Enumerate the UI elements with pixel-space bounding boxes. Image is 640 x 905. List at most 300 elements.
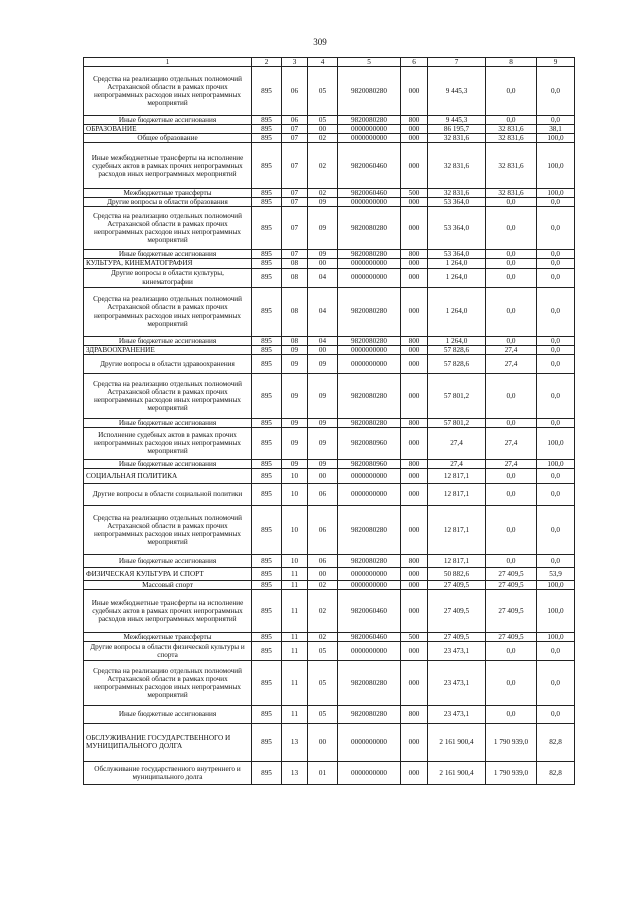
row-name: Межбюджетные трансферты — [84, 632, 252, 641]
row-plan-value: 23 473,1 — [428, 641, 486, 660]
row-plan-value: 57 801,2 — [428, 418, 486, 427]
row-percent: 0,0 — [537, 641, 575, 660]
row-subsection-code: 09 — [308, 354, 338, 373]
row-percent: 0,0 — [537, 287, 575, 336]
row-plan-value: 12 817,1 — [428, 554, 486, 567]
row-expense-type: 000 — [401, 660, 428, 705]
row-plan-value: 27 409,5 — [428, 589, 486, 632]
row-actual-value: 27,4 — [486, 345, 537, 354]
row-actual-value: 0,0 — [486, 705, 537, 723]
row-name: Другие вопросы в области образования — [84, 198, 252, 207]
row-target-code: 9820060460 — [338, 189, 401, 198]
row-target-code: 0000000000 — [338, 641, 401, 660]
row-percent: 0,0 — [537, 67, 575, 116]
table-row — [84, 189, 575, 198]
row-name: Исполнение судебных актов в рамках прочих непрограммных расходов иных непрограммных мероприятий — [84, 427, 252, 459]
row-name: Иные бюджетные ассигнования — [84, 459, 252, 468]
row-section-code: 11 — [282, 660, 308, 705]
row-grbs-code: 895 — [252, 143, 282, 189]
row-grbs-code: 895 — [252, 287, 282, 336]
row-grbs-code: 895 — [252, 67, 282, 116]
row-subsection-code: 02 — [308, 632, 338, 641]
row-actual-value: 27 409,5 — [486, 632, 537, 641]
row-plan-value: 32 831,6 — [428, 134, 486, 143]
row-expense-type: 800 — [401, 250, 428, 259]
row-expense-type: 000 — [401, 641, 428, 660]
row-plan-value: 23 473,1 — [428, 705, 486, 723]
row-target-code: 9820080280 — [338, 67, 401, 116]
row-target-code: 9820080280 — [338, 207, 401, 250]
row-percent: 100,0 — [537, 459, 575, 468]
row-plan-value: 57 828,6 — [428, 345, 486, 354]
row-expense-type: 000 — [401, 580, 428, 589]
row-actual-value: 0,0 — [486, 116, 537, 125]
row-subsection-code: 02 — [308, 589, 338, 632]
table-row — [84, 250, 575, 259]
row-percent: 0,0 — [537, 660, 575, 705]
row-subsection-code: 02 — [308, 143, 338, 189]
column-header: 4 — [308, 58, 338, 67]
row-expense-type: 000 — [401, 723, 428, 761]
row-section-code: 10 — [282, 468, 308, 483]
table-row — [84, 468, 575, 483]
row-actual-value: 0,0 — [486, 67, 537, 116]
table-row — [84, 632, 575, 641]
row-percent: 0,0 — [537, 505, 575, 554]
row-grbs-code: 895 — [252, 723, 282, 761]
row-name: Обслуживание государственного внутреннего и муниципального долга — [84, 761, 252, 784]
row-actual-value: 0,0 — [486, 207, 537, 250]
row-section-code: 08 — [282, 287, 308, 336]
row-plan-value: 9 445,3 — [428, 67, 486, 116]
row-expense-type: 000 — [401, 268, 428, 287]
row-plan-value: 1 264,0 — [428, 287, 486, 336]
table-row — [84, 259, 575, 268]
row-percent: 100,0 — [537, 189, 575, 198]
row-percent: 0,0 — [537, 483, 575, 505]
row-grbs-code: 895 — [252, 580, 282, 589]
row-actual-value: 0,0 — [486, 418, 537, 427]
row-target-code: 9820080960 — [338, 459, 401, 468]
row-grbs-code: 895 — [252, 250, 282, 259]
table-row — [84, 143, 575, 189]
row-expense-type: 000 — [401, 259, 428, 268]
row-target-code: 0000000000 — [338, 345, 401, 354]
row-subsection-code: 06 — [308, 505, 338, 554]
row-actual-value: 32 831,6 — [486, 189, 537, 198]
row-plan-value: 9 445,3 — [428, 116, 486, 125]
row-percent: 0,0 — [537, 250, 575, 259]
row-percent: 0,0 — [537, 336, 575, 345]
row-percent: 100,0 — [537, 632, 575, 641]
row-plan-value: 1 264,0 — [428, 259, 486, 268]
row-plan-value: 86 195,7 — [428, 125, 486, 134]
row-percent: 100,0 — [537, 143, 575, 189]
row-subsection-code: 05 — [308, 660, 338, 705]
row-plan-value: 2 161 900,4 — [428, 723, 486, 761]
row-actual-value: 0,0 — [486, 268, 537, 287]
row-percent: 0,0 — [537, 554, 575, 567]
row-expense-type: 000 — [401, 198, 428, 207]
row-percent: 0,0 — [537, 354, 575, 373]
table-row — [84, 580, 575, 589]
row-name: Иные межбюджетные трансферты на исполнение судебных актов в рамках прочих непрограммных расходов иных непрограммных мероприятий — [84, 143, 252, 189]
row-grbs-code: 895 — [252, 567, 282, 580]
row-grbs-code: 895 — [252, 459, 282, 468]
row-percent: 82,8 — [537, 723, 575, 761]
row-target-code: 0000000000 — [338, 198, 401, 207]
row-grbs-code: 895 — [252, 268, 282, 287]
row-actual-value: 27 409,5 — [486, 589, 537, 632]
table-row — [84, 660, 575, 705]
row-target-code: 9820080280 — [338, 373, 401, 418]
row-grbs-code: 895 — [252, 483, 282, 505]
row-target-code: 9820080960 — [338, 427, 401, 459]
row-actual-value: 0,0 — [486, 554, 537, 567]
row-grbs-code: 895 — [252, 259, 282, 268]
row-section-code: 10 — [282, 483, 308, 505]
row-subsection-code: 09 — [308, 459, 338, 468]
row-percent: 0,0 — [537, 418, 575, 427]
row-plan-value: 53 364,0 — [428, 198, 486, 207]
row-target-code: 9820060460 — [338, 143, 401, 189]
row-grbs-code: 895 — [252, 660, 282, 705]
row-plan-value: 27,4 — [428, 459, 486, 468]
row-plan-value: 23 473,1 — [428, 660, 486, 705]
table-row — [84, 705, 575, 723]
row-grbs-code: 895 — [252, 345, 282, 354]
row-expense-type: 000 — [401, 67, 428, 116]
table-row — [84, 67, 575, 116]
row-target-code: 0000000000 — [338, 268, 401, 287]
table-row — [84, 723, 575, 761]
row-section-code: 09 — [282, 345, 308, 354]
row-target-code: 9820080280 — [338, 116, 401, 125]
row-section-code: 07 — [282, 207, 308, 250]
row-subsection-code: 05 — [308, 67, 338, 116]
row-grbs-code: 895 — [252, 418, 282, 427]
row-subsection-code: 06 — [308, 554, 338, 567]
row-percent: 0,0 — [537, 705, 575, 723]
row-subsection-code: 09 — [308, 207, 338, 250]
table-header-row — [84, 58, 575, 67]
row-expense-type: 000 — [401, 125, 428, 134]
row-grbs-code: 895 — [252, 427, 282, 459]
row-name: Средства на реализацию отдельных полномочий Астраханской области в рамках прочих непрограммных расходов иных непрограммных мероприятий — [84, 373, 252, 418]
row-plan-value: 27,4 — [428, 427, 486, 459]
row-target-code: 9820060460 — [338, 632, 401, 641]
row-target-code: 0000000000 — [338, 134, 401, 143]
table-row — [84, 418, 575, 427]
table-row — [84, 483, 575, 505]
row-actual-value: 0,0 — [486, 483, 537, 505]
table-row — [84, 641, 575, 660]
row-actual-value: 27,4 — [486, 354, 537, 373]
row-name: Иные бюджетные ассигнования — [84, 116, 252, 125]
row-actual-value: 0,0 — [486, 336, 537, 345]
row-target-code: 0000000000 — [338, 567, 401, 580]
column-header: 9 — [537, 58, 575, 67]
row-subsection-code: 00 — [308, 567, 338, 580]
row-grbs-code: 895 — [252, 116, 282, 125]
row-percent: 0,0 — [537, 373, 575, 418]
row-actual-value: 0,0 — [486, 250, 537, 259]
row-name: Иные бюджетные ассигнования — [84, 336, 252, 345]
row-section-code: 08 — [282, 268, 308, 287]
row-expense-type: 000 — [401, 207, 428, 250]
row-expense-type: 000 — [401, 354, 428, 373]
row-plan-value: 57 801,2 — [428, 373, 486, 418]
table-row — [84, 287, 575, 336]
row-name: ОБСЛУЖИВАНИЕ ГОСУДАРСТВЕННОГО И МУНИЦИПАЛЬНОГО ДОЛГА — [84, 723, 252, 761]
row-percent: 0,0 — [537, 207, 575, 250]
table-row — [84, 207, 575, 250]
row-plan-value: 57 828,6 — [428, 354, 486, 373]
row-section-code: 11 — [282, 632, 308, 641]
row-plan-value: 53 364,0 — [428, 250, 486, 259]
row-plan-value: 2 161 900,4 — [428, 761, 486, 784]
table-row — [84, 427, 575, 459]
row-subsection-code: 02 — [308, 134, 338, 143]
row-expense-type: 000 — [401, 427, 428, 459]
row-expense-type: 800 — [401, 116, 428, 125]
row-subsection-code: 05 — [308, 116, 338, 125]
row-name: Другие вопросы в области физической культуры и спорта — [84, 641, 252, 660]
row-section-code: 07 — [282, 250, 308, 259]
row-grbs-code: 895 — [252, 336, 282, 345]
row-expense-type: 800 — [401, 336, 428, 345]
row-plan-value: 1 264,0 — [428, 336, 486, 345]
row-expense-type: 000 — [401, 143, 428, 189]
row-subsection-code: 00 — [308, 468, 338, 483]
row-target-code: 9820080280 — [338, 336, 401, 345]
row-plan-value: 32 831,6 — [428, 143, 486, 189]
column-header: 8 — [486, 58, 537, 67]
row-name: ОБРАЗОВАНИЕ — [84, 125, 252, 134]
row-target-code: 9820080280 — [338, 554, 401, 567]
row-percent: 82,8 — [537, 761, 575, 784]
row-section-code: 08 — [282, 259, 308, 268]
row-plan-value: 12 817,1 — [428, 505, 486, 554]
row-name: Массовый спорт — [84, 580, 252, 589]
table-row — [84, 268, 575, 287]
row-name: Иные бюджетные ассигнования — [84, 554, 252, 567]
budget-table — [83, 57, 575, 785]
table-row — [84, 567, 575, 580]
column-header: 2 — [252, 58, 282, 67]
row-plan-value: 27 409,5 — [428, 580, 486, 589]
row-target-code: 0000000000 — [338, 125, 401, 134]
row-section-code: 13 — [282, 723, 308, 761]
table-row — [84, 336, 575, 345]
row-expense-type: 800 — [401, 418, 428, 427]
row-name: Средства на реализацию отдельных полномочий Астраханской области в рамках прочих непрограммных расходов иных непрограммных мероприятий — [84, 207, 252, 250]
row-subsection-code: 02 — [308, 189, 338, 198]
row-section-code: 11 — [282, 641, 308, 660]
row-section-code: 06 — [282, 67, 308, 116]
row-grbs-code: 895 — [252, 207, 282, 250]
row-actual-value: 27,4 — [486, 459, 537, 468]
row-expense-type: 500 — [401, 189, 428, 198]
row-name: Средства на реализацию отдельных полномочий Астраханской области в рамках прочих непрограммных расходов иных непрограммных мероприятий — [84, 67, 252, 116]
row-actual-value: 0,0 — [486, 373, 537, 418]
row-percent: 0,0 — [537, 268, 575, 287]
row-subsection-code: 05 — [308, 705, 338, 723]
row-section-code: 06 — [282, 116, 308, 125]
row-target-code: 0000000000 — [338, 723, 401, 761]
table-row — [84, 589, 575, 632]
row-subsection-code: 04 — [308, 336, 338, 345]
row-name: ФИЗИЧЕСКАЯ КУЛЬТУРА И СПОРТ — [84, 567, 252, 580]
row-grbs-code: 895 — [252, 761, 282, 784]
row-percent: 0,0 — [537, 198, 575, 207]
row-actual-value: 0,0 — [486, 505, 537, 554]
row-target-code: 0000000000 — [338, 259, 401, 268]
row-target-code: 0000000000 — [338, 580, 401, 589]
row-expense-type: 000 — [401, 567, 428, 580]
row-percent: 0,0 — [537, 468, 575, 483]
row-section-code: 09 — [282, 459, 308, 468]
row-grbs-code: 895 — [252, 705, 282, 723]
column-header: 7 — [428, 58, 486, 67]
table-row — [84, 761, 575, 784]
row-name: КУЛЬТУРА, КИНЕМАТОГРАФИЯ — [84, 259, 252, 268]
row-name: Иные бюджетные ассигнования — [84, 418, 252, 427]
row-subsection-code: 09 — [308, 373, 338, 418]
row-name: Другие вопросы в области культуры, кинематографии — [84, 268, 252, 287]
row-section-code: 11 — [282, 580, 308, 589]
row-expense-type: 800 — [401, 705, 428, 723]
table-row — [84, 373, 575, 418]
column-header: 6 — [401, 58, 428, 67]
row-expense-type: 000 — [401, 505, 428, 554]
row-actual-value: 0,0 — [486, 468, 537, 483]
row-grbs-code: 895 — [252, 641, 282, 660]
row-name: Другие вопросы в области здравоохранения — [84, 354, 252, 373]
row-percent: 0,0 — [537, 345, 575, 354]
row-grbs-code: 895 — [252, 468, 282, 483]
row-section-code: 11 — [282, 589, 308, 632]
row-subsection-code: 06 — [308, 483, 338, 505]
row-subsection-code: 09 — [308, 250, 338, 259]
row-grbs-code: 895 — [252, 198, 282, 207]
row-subsection-code: 05 — [308, 641, 338, 660]
row-grbs-code: 895 — [252, 632, 282, 641]
row-subsection-code: 01 — [308, 761, 338, 784]
row-subsection-code: 00 — [308, 723, 338, 761]
row-actual-value: 0,0 — [486, 259, 537, 268]
row-percent: 100,0 — [537, 580, 575, 589]
row-percent: 0,0 — [537, 259, 575, 268]
table-row — [84, 554, 575, 567]
row-expense-type: 000 — [401, 761, 428, 784]
row-subsection-code: 09 — [308, 427, 338, 459]
row-plan-value: 32 831,6 — [428, 189, 486, 198]
row-expense-type: 000 — [401, 483, 428, 505]
row-actual-value: 0,0 — [486, 198, 537, 207]
row-target-code: 9820080280 — [338, 250, 401, 259]
row-grbs-code: 895 — [252, 189, 282, 198]
row-expense-type: 500 — [401, 632, 428, 641]
row-name: Другие вопросы в области социальной политики — [84, 483, 252, 505]
row-subsection-code: 09 — [308, 418, 338, 427]
row-actual-value: 32 831,6 — [486, 143, 537, 189]
row-subsection-code: 00 — [308, 345, 338, 354]
table-row — [84, 125, 575, 134]
row-section-code: 09 — [282, 427, 308, 459]
row-plan-value: 12 817,1 — [428, 483, 486, 505]
row-percent: 53,9 — [537, 567, 575, 580]
row-expense-type: 000 — [401, 589, 428, 632]
row-section-code: 07 — [282, 189, 308, 198]
row-target-code: 9820080280 — [338, 660, 401, 705]
row-actual-value: 1 790 939,0 — [486, 761, 537, 784]
column-header: 1 — [84, 58, 252, 67]
table-row — [84, 459, 575, 468]
row-expense-type: 000 — [401, 134, 428, 143]
row-section-code: 11 — [282, 705, 308, 723]
row-target-code: 0000000000 — [338, 761, 401, 784]
row-expense-type: 000 — [401, 287, 428, 336]
row-section-code: 10 — [282, 505, 308, 554]
row-target-code: 9820080280 — [338, 705, 401, 723]
table-row — [84, 116, 575, 125]
row-grbs-code: 895 — [252, 589, 282, 632]
row-actual-value: 27,4 — [486, 427, 537, 459]
row-actual-value: 0,0 — [486, 660, 537, 705]
row-actual-value: 32 831,6 — [486, 134, 537, 143]
column-header: 3 — [282, 58, 308, 67]
row-section-code: 13 — [282, 761, 308, 784]
row-section-code: 08 — [282, 336, 308, 345]
table-row — [84, 505, 575, 554]
row-name: ЗДРАВООХРАНЕНИЕ — [84, 345, 252, 354]
row-plan-value: 53 364,0 — [428, 207, 486, 250]
page-number: 309 — [313, 37, 327, 47]
row-section-code: 07 — [282, 134, 308, 143]
row-actual-value: 27 409,5 — [486, 567, 537, 580]
row-target-code: 0000000000 — [338, 483, 401, 505]
table-row — [84, 345, 575, 354]
table-row — [84, 354, 575, 373]
row-grbs-code: 895 — [252, 134, 282, 143]
row-section-code: 09 — [282, 418, 308, 427]
row-section-code: 07 — [282, 198, 308, 207]
row-expense-type: 000 — [401, 468, 428, 483]
row-expense-type: 000 — [401, 345, 428, 354]
row-percent: 38,1 — [537, 125, 575, 134]
row-name: Иные бюджетные ассигнования — [84, 705, 252, 723]
row-plan-value: 50 882,6 — [428, 567, 486, 580]
table-row — [84, 134, 575, 143]
row-target-code: 0000000000 — [338, 468, 401, 483]
row-actual-value: 27 409,5 — [486, 580, 537, 589]
row-percent: 100,0 — [537, 427, 575, 459]
row-plan-value: 27 409,5 — [428, 632, 486, 641]
row-name: Иные бюджетные ассигнования — [84, 250, 252, 259]
row-plan-value: 12 817,1 — [428, 468, 486, 483]
row-grbs-code: 895 — [252, 373, 282, 418]
row-section-code: 10 — [282, 554, 308, 567]
row-name: Межбюджетные трансферты — [84, 189, 252, 198]
row-expense-type: 000 — [401, 373, 428, 418]
row-grbs-code: 895 — [252, 505, 282, 554]
row-actual-value: 0,0 — [486, 641, 537, 660]
row-section-code: 07 — [282, 143, 308, 189]
row-target-code: 9820060460 — [338, 589, 401, 632]
row-section-code: 11 — [282, 567, 308, 580]
row-name: Средства на реализацию отдельных полномочий Астраханской области в рамках прочих непрограммных расходов иных непрограммных мероприятий — [84, 660, 252, 705]
